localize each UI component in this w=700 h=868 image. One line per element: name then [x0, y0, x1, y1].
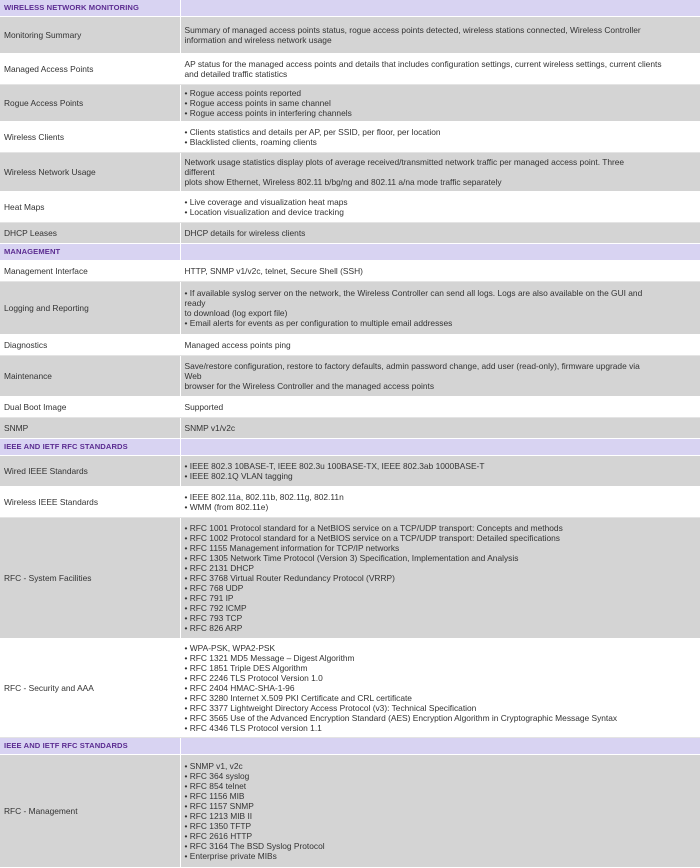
spec-label: Wireless IEEE Standards: [0, 487, 180, 518]
bullet-item: • Clients statistics and details per AP, per SSID, per floor, per location: [184, 127, 441, 137]
value-line: Managed access points ping: [184, 340, 291, 350]
spec-row: [0, 85, 700, 122]
section-header: [0, 244, 700, 261]
bullet-item: • RFC 1157 SNMP: [184, 801, 254, 811]
spec-label: Wireless Clients: [0, 122, 180, 153]
spec-row: [0, 122, 700, 153]
value-line: plots show Ethernet, Wireless 802.11 b/bg/ng and 802.11 a/na mode traffic separately: [184, 177, 502, 187]
bullet-item: • Rogue access points in interfering channels: [184, 108, 352, 118]
spec-row: [0, 397, 700, 418]
spec-label: Maintenance: [0, 356, 180, 397]
spec-row: [0, 456, 700, 487]
section-title: MANAGEMENT: [0, 244, 180, 261]
bullet-item: • RFC 3377 Lightweight Directory Access Protocol (v3): Technical Specification: [184, 703, 477, 713]
bullet-item: • Location visualization and device tracking: [184, 207, 344, 217]
section-header-spacer: [180, 439, 700, 456]
bullet-item: • RFC 1002 Protocol standard for a NetBIOS service on a TCP/UDP transport: Detailed specifications: [184, 533, 560, 543]
bullet-item: • IEEE 802.11a, 802.11b, 802.11g, 802.11n: [184, 492, 344, 502]
value-line: Supported: [184, 402, 224, 412]
spec-row: [0, 192, 700, 223]
value-line: information and wireless network usage: [184, 35, 332, 45]
bullet-item: • RFC 792 ICMP: [184, 603, 247, 613]
bullet-item: • Rogue access points reported: [184, 88, 302, 98]
value-line: and detailed traffic statistics: [184, 69, 288, 79]
bullet-item: • RFC 3164 The BSD Syslog Protocol: [184, 841, 325, 851]
bullet-item: • RFC 1321 MD5 Message – Digest Algorithm: [184, 653, 355, 663]
spec-value: [180, 192, 700, 223]
spec-label: Managed Access Points: [0, 54, 180, 85]
spec-row: [0, 518, 700, 639]
bullet-item: • RFC 364 syslog: [184, 771, 250, 781]
spec-row: [0, 17, 700, 54]
spec-value: [180, 755, 700, 868]
bullet-item: • RFC 1213 MIB II: [184, 811, 253, 821]
spec-label: RFC - System Facilities: [0, 518, 180, 639]
value-line: SNMP v1/v2c: [184, 423, 236, 433]
spec-value: [180, 282, 700, 335]
bullet-item: • RFC 3768 Virtual Router Redundancy Protocol (VRRP): [184, 573, 395, 583]
spec-value: [180, 487, 700, 518]
bullet-item: • RFC 3565 Use of the Advanced Encryption Standard (AES) Encryption Algorithm in Cryptographic Message Syntax: [184, 713, 618, 723]
spec-value: [180, 153, 700, 192]
bullet-item: • RFC 791 IP: [184, 593, 234, 603]
spec-row: [0, 755, 700, 868]
section-header: [0, 439, 700, 456]
spec-value: [180, 122, 700, 153]
spec-value: [180, 261, 700, 282]
spec-row: [0, 356, 700, 397]
bullet-item: • WMM (from 802.11e): [184, 502, 269, 512]
bullet-item: • Rogue access points in same channel: [184, 98, 331, 108]
bullet-item: • RFC 854 telnet: [184, 781, 247, 791]
value-line: DHCP details for wireless clients: [184, 228, 306, 238]
bullet-item: • RFC 2616 HTTP: [184, 831, 253, 841]
value-line: browser for the Wireless Controller and the managed access points: [184, 381, 435, 391]
spec-row: [0, 639, 700, 738]
spec-label: Diagnostics: [0, 335, 180, 356]
bullet-item: • RFC 1851 Triple DES Algorithm: [184, 663, 308, 673]
bullet-item: • SNMP v1, v2c: [184, 761, 243, 771]
bullet-item: • WPA-PSK, WPA2-PSK: [184, 643, 276, 653]
bullet-item: • RFC 1350 TFTP: [184, 821, 252, 831]
value-line: ready: [184, 298, 206, 308]
value-line: to download (log export file): [184, 308, 288, 318]
bullet-item: • If available syslog server on the network, the Wireless Controller can send all logs. Logs are also available on the GUI and: [184, 288, 643, 298]
bullet-item: • IEEE 802.1Q VLAN tagging: [184, 471, 293, 481]
bullet-item: • RFC 2246 TLS Protocol Version 1.0: [184, 673, 323, 683]
bullet-item: • RFC 768 UDP: [184, 583, 244, 593]
section-header-spacer: [180, 244, 700, 261]
spec-label: RFC - Security and AAA: [0, 639, 180, 738]
spec-value: [180, 397, 700, 418]
spec-row: [0, 153, 700, 192]
spec-label: Dual Boot Image: [0, 397, 180, 418]
spec-row: [0, 418, 700, 439]
spec-value: [180, 17, 700, 54]
bullet-item: • Email alerts for events as per configuration to multiple email addresses: [184, 318, 453, 328]
bullet-item: • Live coverage and visualization heat maps: [184, 197, 348, 207]
bullet-item: • RFC 3280 Internet X.509 PKI Certificate and CRL certificate: [184, 693, 412, 703]
spec-value: [180, 356, 700, 397]
bullet-item: • RFC 4346 TLS Protocol version 1.1: [184, 723, 322, 733]
spec-label: Wireless Network Usage: [0, 153, 180, 192]
value-line: Summary of managed access points status, rogue access points detected, wireless stations connected, Wireless Controller: [184, 25, 641, 35]
bullet-item: • RFC 1305 Network Time Protocol (Version 3) Specification, Implementation and Analysis: [184, 553, 519, 563]
spec-value: [180, 223, 700, 244]
section-header-spacer: [180, 0, 700, 17]
bullet-item: • RFC 2131 DHCP: [184, 563, 254, 573]
spec-row: [0, 335, 700, 356]
value-line: Save/restore configuration, restore to factory defaults, admin password change, add user (read-only), firmware upgrade via: [184, 361, 640, 371]
spec-value: [180, 639, 700, 738]
bullet-item: • RFC 2404 HMAC-SHA-1-96: [184, 683, 295, 693]
bullet-item: • Blacklisted clients, roaming clients: [184, 137, 317, 147]
spec-row: [0, 261, 700, 282]
spec-label: DHCP Leases: [0, 223, 180, 244]
value-line: HTTP, SNMP v1/v2c, telnet, Secure Shell (SSH): [184, 266, 363, 276]
spec-label: RFC - Management: [0, 755, 180, 868]
spec-value: [180, 54, 700, 85]
bullet-item: • RFC 826 ARP: [184, 623, 243, 633]
spec-row: [0, 54, 700, 85]
spec-value: [180, 85, 700, 122]
spec-label: SNMP: [0, 418, 180, 439]
value-line: Network usage statistics display plots of average received/transmitted network traffic per managed access point. Three: [184, 157, 625, 167]
bullet-item: • RFC 1156 MIB: [184, 791, 245, 801]
value-line: AP status for the managed access points and details that includes configuration settings, current wireless settings, current clients: [184, 59, 662, 69]
value-line: Web: [184, 371, 202, 381]
section-header-spacer: [180, 738, 700, 755]
value-line: different: [184, 167, 215, 177]
section-title: WIRELESS NETWORK MONITORING: [0, 0, 180, 17]
spec-row: [0, 487, 700, 518]
spec-label: Rogue Access Points: [0, 85, 180, 122]
spec-value: [180, 518, 700, 639]
spec-row: [0, 223, 700, 244]
spec-row: [0, 282, 700, 335]
section-header: [0, 0, 700, 17]
spec-label: Management Interface: [0, 261, 180, 282]
bullet-item: • RFC 1001 Protocol standard for a NetBIOS service on a TCP/UDP transport: Concepts and methods: [184, 523, 563, 533]
spec-label: Monitoring Summary: [0, 17, 180, 54]
section-header: [0, 738, 700, 755]
section-title: IEEE AND IETF RFC STANDARDS: [0, 439, 180, 456]
section-title: IEEE AND IETF RFC STANDARDS: [0, 738, 180, 755]
spec-label: Heat Maps: [0, 192, 180, 223]
bullet-item: • IEEE 802.3 10BASE-T, IEEE 802.3u 100BASE-TX, IEEE 802.3ab 1000BASE-T: [184, 461, 485, 471]
spec-label: Logging and Reporting: [0, 282, 180, 335]
bullet-item: • RFC 1155 Management information for TCP/IP networks: [184, 543, 400, 553]
bullet-item: • RFC 793 TCP: [184, 613, 243, 623]
spec-value: [180, 335, 700, 356]
bullet-item: • Enterprise private MIBs: [184, 851, 277, 861]
spec-value: [180, 456, 700, 487]
spec-value: [180, 418, 700, 439]
spec-label: Wired IEEE Standards: [0, 456, 180, 487]
